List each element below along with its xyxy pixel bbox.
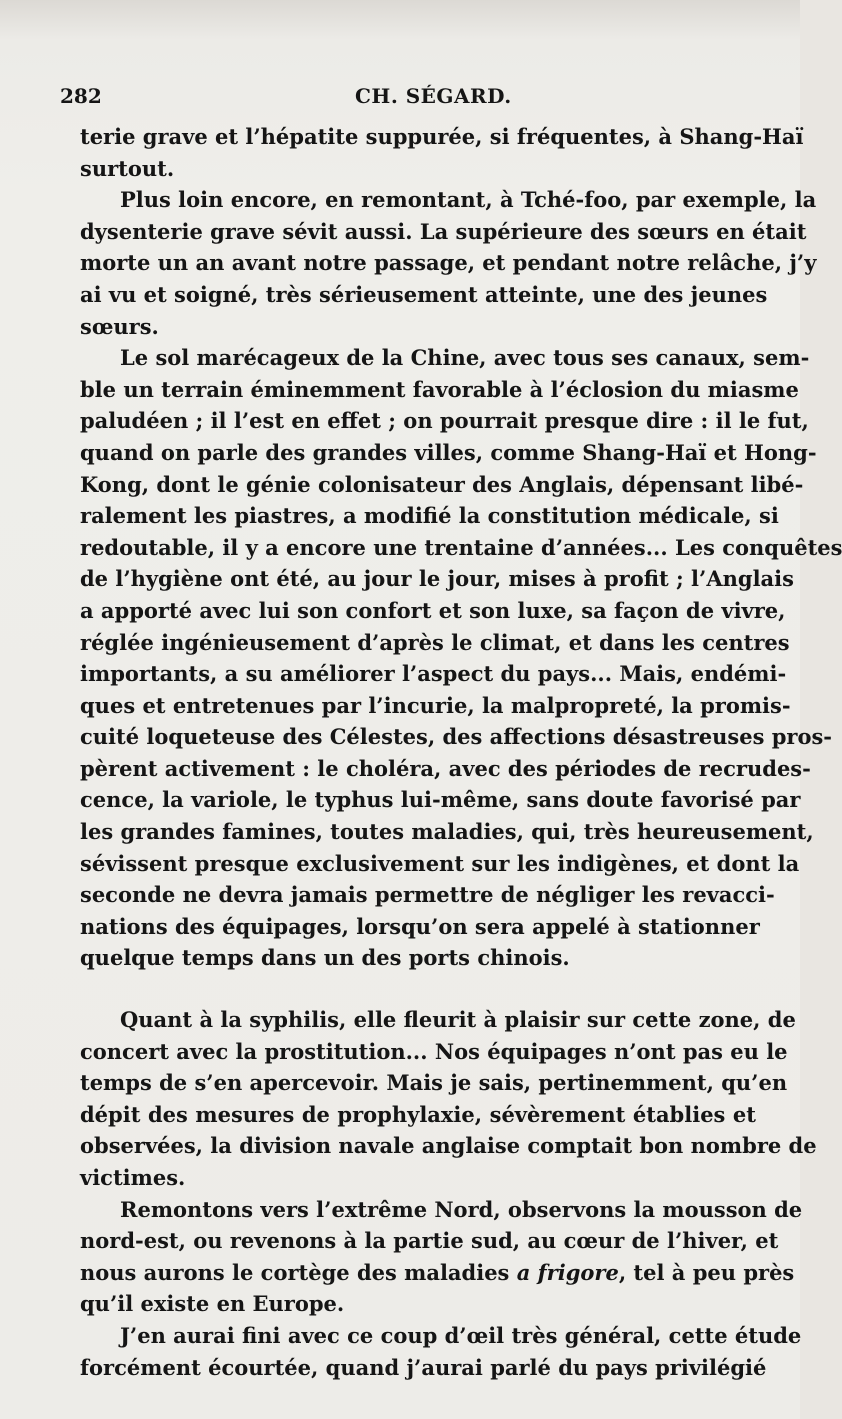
page-header: [60, 84, 760, 114]
running-head: CH. SÉGARD.: [355, 84, 512, 108]
text-line: paludéen ; il l’est en effet ; on pourrait presque dire : il le fut,: [80, 408, 809, 434]
text-line: de l’hygiène ont été, au jour le jour, mises à profit ; l’Anglais: [80, 566, 794, 592]
text-line: importants, a su améliorer l’aspect du pays... Mais, endémi-: [80, 661, 787, 687]
text-line: ai vu et soigné, très sérieusement atteinte, une des jeunes: [80, 281, 768, 307]
text-line: ble un terrain éminemment favorable à l’éclosion du miasme: [80, 376, 799, 402]
text-line: redoutable, il y a encore une trentaine d’années... Les conquêtes: [80, 534, 842, 560]
text-line: ques et entretenues par l’incurie, la malpropreté, la promis-: [80, 692, 791, 718]
text-line: Le sol marécageux de la Chine, avec tous ses canaux, sem-: [120, 345, 810, 371]
page-number: 282: [60, 84, 102, 108]
body-text: [80, 121, 842, 1383]
text-line: les grandes famines, toutes maladies, qui, très heureusement,: [80, 819, 814, 845]
text-line: ralement les piastres, a modifié la constitution médicale, si: [80, 503, 779, 529]
text-line: J’en aurai fini avec ce coup d’œil très général, cette étude: [120, 1322, 802, 1348]
text-line: sœurs.: [80, 313, 159, 339]
text-line: victimes.: [80, 1165, 186, 1190]
text-line: nord-est, ou revenons à la partie sud, au cœur de l’hiver, et: [80, 1228, 779, 1254]
text-line: Quant à la syphilis, elle fleurit à plaisir sur cette zone, de: [120, 1007, 796, 1033]
text-line: quelque temps dans un des ports chinois.: [80, 945, 570, 971]
text-line: seconde ne devra jamais permettre de négliger les revacci-: [80, 882, 775, 908]
paragraph-gap: [80, 974, 756, 1004]
text-line: a apporté avec lui son confort et son luxe, sa façon de vivre,: [80, 597, 786, 623]
text-line: concert avec la prostitution... Nos équipages n’ont pas eu le: [80, 1038, 788, 1064]
text-line: sévissent presque exclusivement sur les indigènes, et dont la: [80, 850, 800, 876]
text-line: Kong, dont le génie colonisateur des Anglais, dépensant libé-: [80, 471, 804, 497]
text-line: réglée ingénieusement d’après le climat, et dans les centres: [80, 629, 790, 655]
text-line: quand on parle des grandes villes, comme Shang-Haï et Hong-: [80, 439, 817, 465]
text-line: cence, la variole, le typhus lui-même, sans doute favorisé par: [80, 787, 801, 813]
text-line: pèrent activement : le choléra, avec des périodes de recrudes-: [80, 755, 811, 781]
text-line: surtout.: [80, 155, 175, 181]
text-line: terie grave et l’hépatite suppurée, si fréquentes, à Shang-Haï: [80, 124, 804, 149]
italic-phrase: a frigore: [516, 1259, 619, 1285]
text-line: temps de s’en apercevoir. Mais je sais, pertinemment, qu’en: [80, 1070, 788, 1096]
text-line: cuité loqueteuse des Célestes, des affections désastreuses pros-: [80, 724, 833, 750]
text-line: Plus loin encore, en remontant, à Tché-foo, par exemple, la: [120, 187, 817, 213]
text-line: [80, 1257, 795, 1289]
text-line: qu’il existe en Europe.: [80, 1291, 345, 1317]
text-line: dépit des mesures de prophylaxie, sévèrement établies et: [80, 1101, 756, 1127]
text-line: nations des équipages, lorsqu’on sera appelé à stationner: [80, 913, 760, 939]
text-line: dysenterie grave sévit aussi. La supérieure des sœurs en était: [80, 218, 807, 244]
text-line: forcément écourtée, quand j’aurai parlé du pays privilégié: [80, 1354, 767, 1380]
text-segment: , tel à peu près: [618, 1259, 795, 1285]
text-line: Remontons vers l’extrême Nord, observons la mousson de: [120, 1196, 803, 1222]
text-line: morte un an avant notre passage, et pendant notre relâche, j’y: [80, 250, 817, 276]
text-line: observées, la division navale anglaise comptait bon nombre de: [80, 1133, 817, 1159]
text-segment: nous aurons le cortège des maladies: [80, 1259, 517, 1285]
